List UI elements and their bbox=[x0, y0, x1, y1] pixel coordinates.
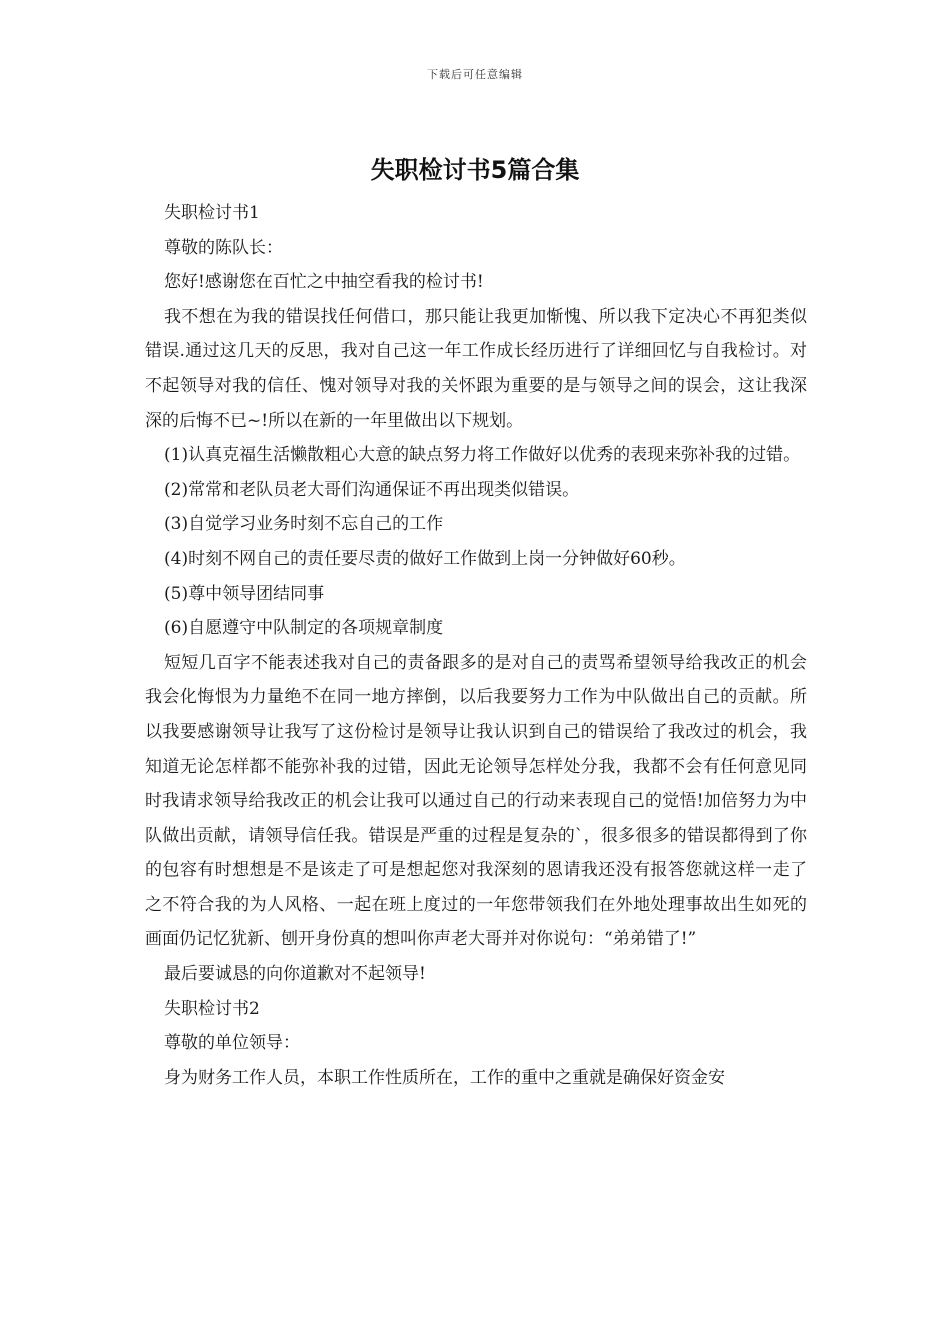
plan-item-3: (3)自觉学习业务时刻不忘自己的工作 bbox=[164, 514, 444, 535]
plan-item-5: (5)尊中领导团结同事 bbox=[164, 583, 325, 604]
header-note: 下载后可任意编辑 bbox=[427, 68, 523, 81]
salutation-1: 尊敬的陈队长： bbox=[164, 237, 283, 258]
greeting: 您好!感谢您在百忙之中抽空看我的检讨书! bbox=[164, 272, 484, 293]
salutation-2: 尊敬的单位领导： bbox=[164, 1033, 300, 1054]
closing-apology: 最后要诚恳的向你道歉对不起领导! bbox=[164, 964, 426, 985]
body-paragraph: 短短几百字不能表述我对自己的责备跟多的是对自己的责骂希望领导给我改正的机会我会化悔恨为力量绝不在同一地方摔倒，以后我要努力工作为中队做出自己的贡献。所以我要感谢领导让我写了这份检讨是领导让我认识到自己的错误给了我改过的机会，我知道无论怎样都不能弥补我的过错，因此无论领导怎样处分我，我都不会有任何意见同时我请求领导给我改正的机会让我可以通过自己的行动来表现自己的觉悟!加倍努力为中队做出贡献，请领导信任我。错误是严重的过程是复杂的`，很多很多的错误都得到了你的包容有时想想是不是该走了可是想起您对我深刻的恩请我还没有报答您就这样一走了之不符合我的为人风格、一起在班上度过的一年您带领我们在外地处理事故出生如死的画面仍记忆犹新、刨开身份真的想叫你声老大哥并对你说句：“弟弟错了!” bbox=[145, 652, 807, 950]
section-heading-2: 失职检讨书2 bbox=[164, 998, 260, 1019]
plan-item-4: (4)时刻不网自己的责任要尽责的做好工作做到上岗一分钟做好60秒。 bbox=[164, 548, 686, 569]
plan-item-1: (1)认真克福生活懒散粗心大意的缺点努力将工作做好以优秀的表现来弥补我的过错。 bbox=[164, 445, 801, 466]
body-paragraph: 身为财务工作人员，本职工作性质所在，工作的重中之重就是确保好资金安 bbox=[164, 1067, 725, 1088]
plan-item-2: (2)常常和老队员老大哥们沟通保证不再出现类似错误。 bbox=[164, 479, 580, 500]
body-paragraph: 我不想在为我的错误找任何借口，那只能让我更加惭愧、所以我下定决心不再犯类似错误.通过这几天的反思，我对自己这一年工作成长经历进行了详细回忆与自我检讨。对不起领导对我的信任、愧对领导对我的关怀跟为重要的是与领导之间的误会，这让我深深的后悔不已~!所以在新的一年里做出以下规划。 bbox=[145, 306, 807, 431]
section-heading-1: 失职检讨书1 bbox=[164, 203, 260, 223]
document-title: 失职检讨书5篇合集 bbox=[370, 156, 580, 184]
plan-item-6: (6)自愿遵守中队制定的各项规章制度 bbox=[164, 618, 444, 639]
document-body bbox=[145, 196, 807, 1095]
